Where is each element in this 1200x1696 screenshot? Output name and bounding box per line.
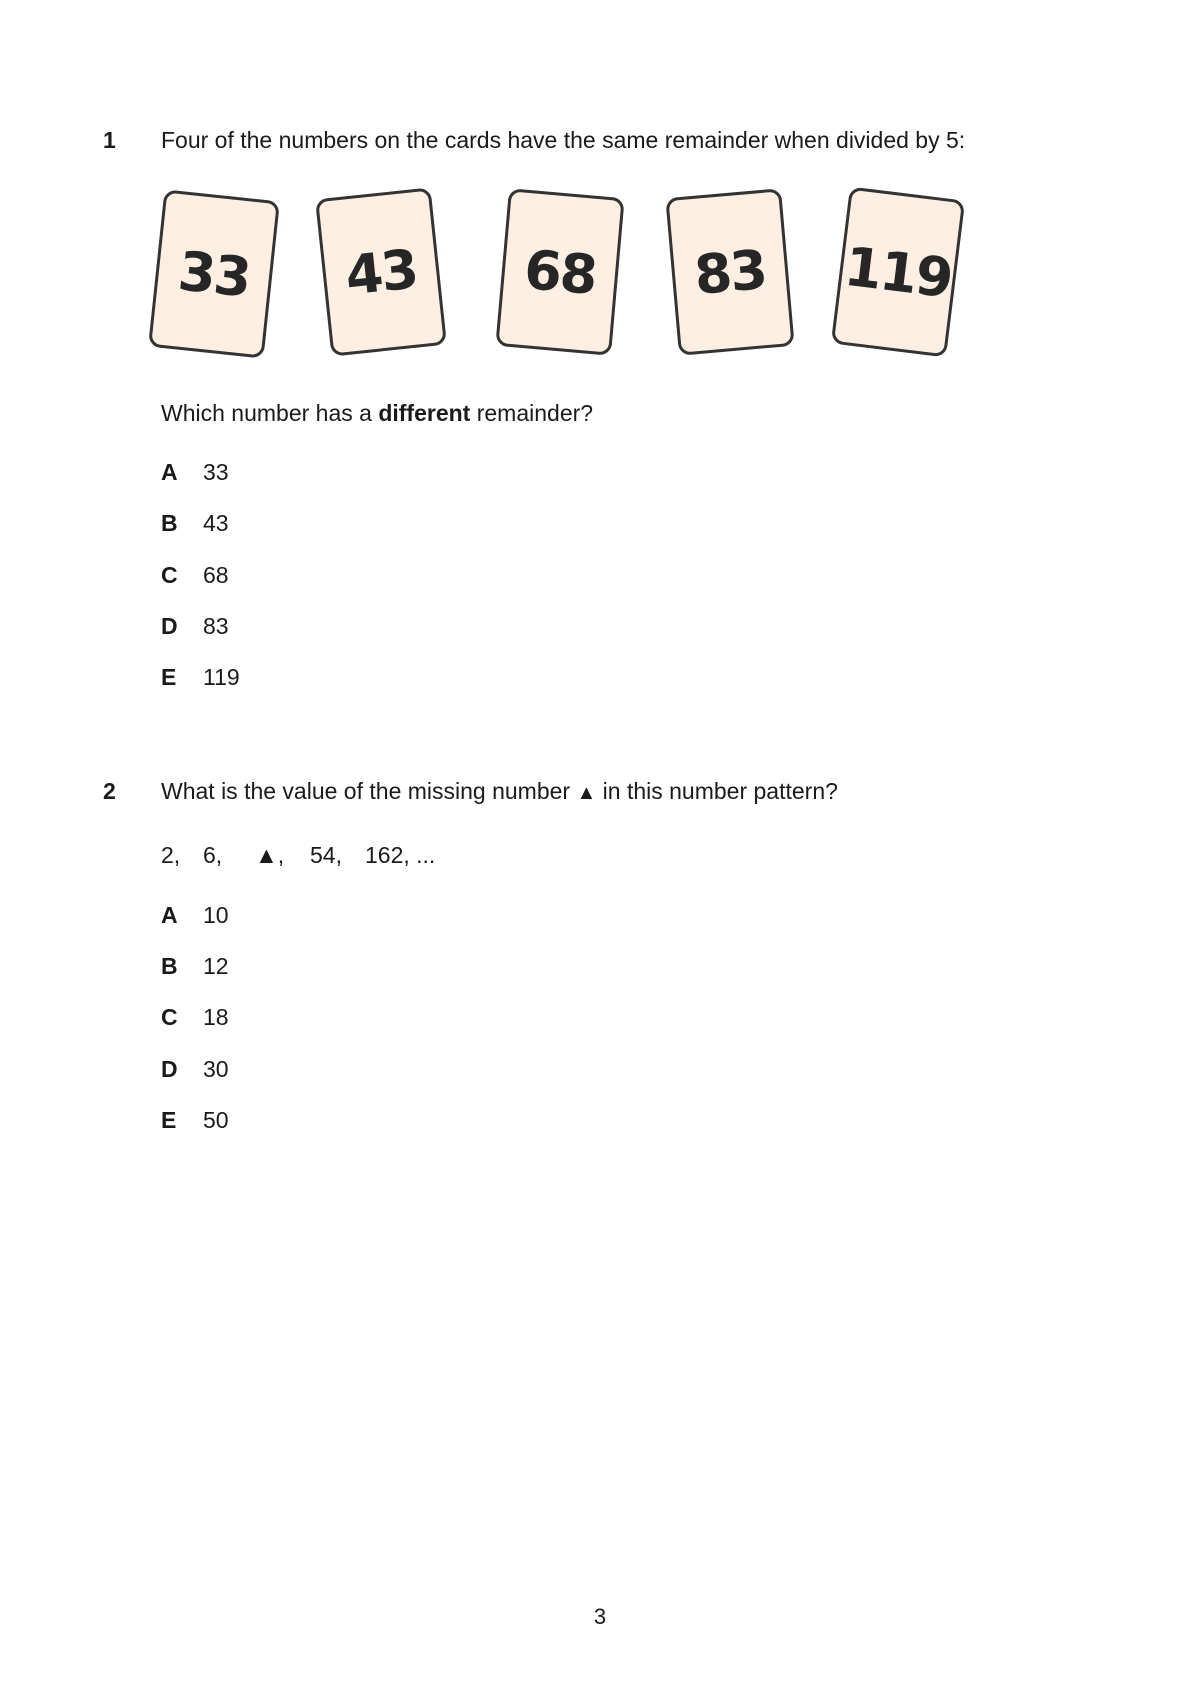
q2-option-a[interactable] [161, 902, 229, 932]
number-card: 33 [148, 189, 280, 358]
option-letter: D [161, 613, 178, 639]
sequence-missing-term: ▲, [255, 842, 285, 868]
q2-option-b[interactable] [161, 953, 229, 983]
option-letter: E [161, 1107, 177, 1133]
option-letter: C [161, 1004, 178, 1030]
subprompt-text-before: Which number has a [161, 400, 379, 426]
subprompt-text-after: remainder? [470, 400, 594, 426]
option-value: 33 [203, 459, 229, 485]
option-value: 50 [203, 1107, 229, 1133]
option-letter: B [161, 510, 178, 536]
number-card: 119 [831, 187, 965, 358]
q1-option-b[interactable] [161, 510, 229, 540]
option-letter: B [161, 953, 178, 979]
option-letter: A [161, 459, 178, 485]
q1-option-e[interactable] [161, 664, 240, 694]
question-1-number: 1 [103, 127, 116, 153]
q1-option-a[interactable] [161, 459, 229, 489]
sequence-term: 54, [310, 842, 342, 868]
option-value: 12 [203, 953, 229, 979]
prompt-text-after: in this number pattern? [596, 778, 838, 804]
question-1-subprompt [161, 400, 593, 427]
option-value: 83 [203, 613, 229, 639]
option-value: 18 [203, 1004, 229, 1030]
subprompt-bold-word: different [378, 400, 471, 426]
number-sequence [161, 842, 435, 869]
option-value: 119 [203, 664, 240, 690]
sequence-term: 2, [161, 842, 181, 868]
option-letter: E [161, 664, 177, 690]
option-value: 10 [203, 902, 229, 928]
q2-option-e[interactable] [161, 1107, 229, 1137]
number-card: 68 [495, 188, 624, 356]
question-2-number: 2 [103, 778, 116, 804]
option-value: 68 [203, 562, 229, 588]
option-value: 30 [203, 1056, 229, 1082]
option-letter: D [161, 1056, 178, 1082]
q1-option-d[interactable] [161, 613, 229, 643]
sequence-term: 6, [203, 842, 223, 868]
q2-option-c[interactable] [161, 1004, 229, 1034]
number-card: 43 [315, 187, 447, 356]
option-value: 43 [203, 510, 229, 536]
triangle-icon: ▲ [576, 782, 597, 804]
prompt-text-before: What is the value of the missing number [161, 778, 577, 804]
question-1-prompt: Four of the numbers on the cards have the same remainder when divided by 5: [161, 127, 966, 153]
option-letter: C [161, 562, 178, 588]
q2-option-d[interactable] [161, 1056, 229, 1086]
question-2-prompt [161, 778, 838, 805]
q1-option-c[interactable] [161, 562, 229, 592]
number-card: 83 [665, 188, 794, 356]
sequence-term: 162, ... [365, 842, 436, 868]
number-cards [150, 185, 990, 370]
option-letter: A [161, 902, 178, 928]
page-number: 3 [593, 1604, 607, 1629]
